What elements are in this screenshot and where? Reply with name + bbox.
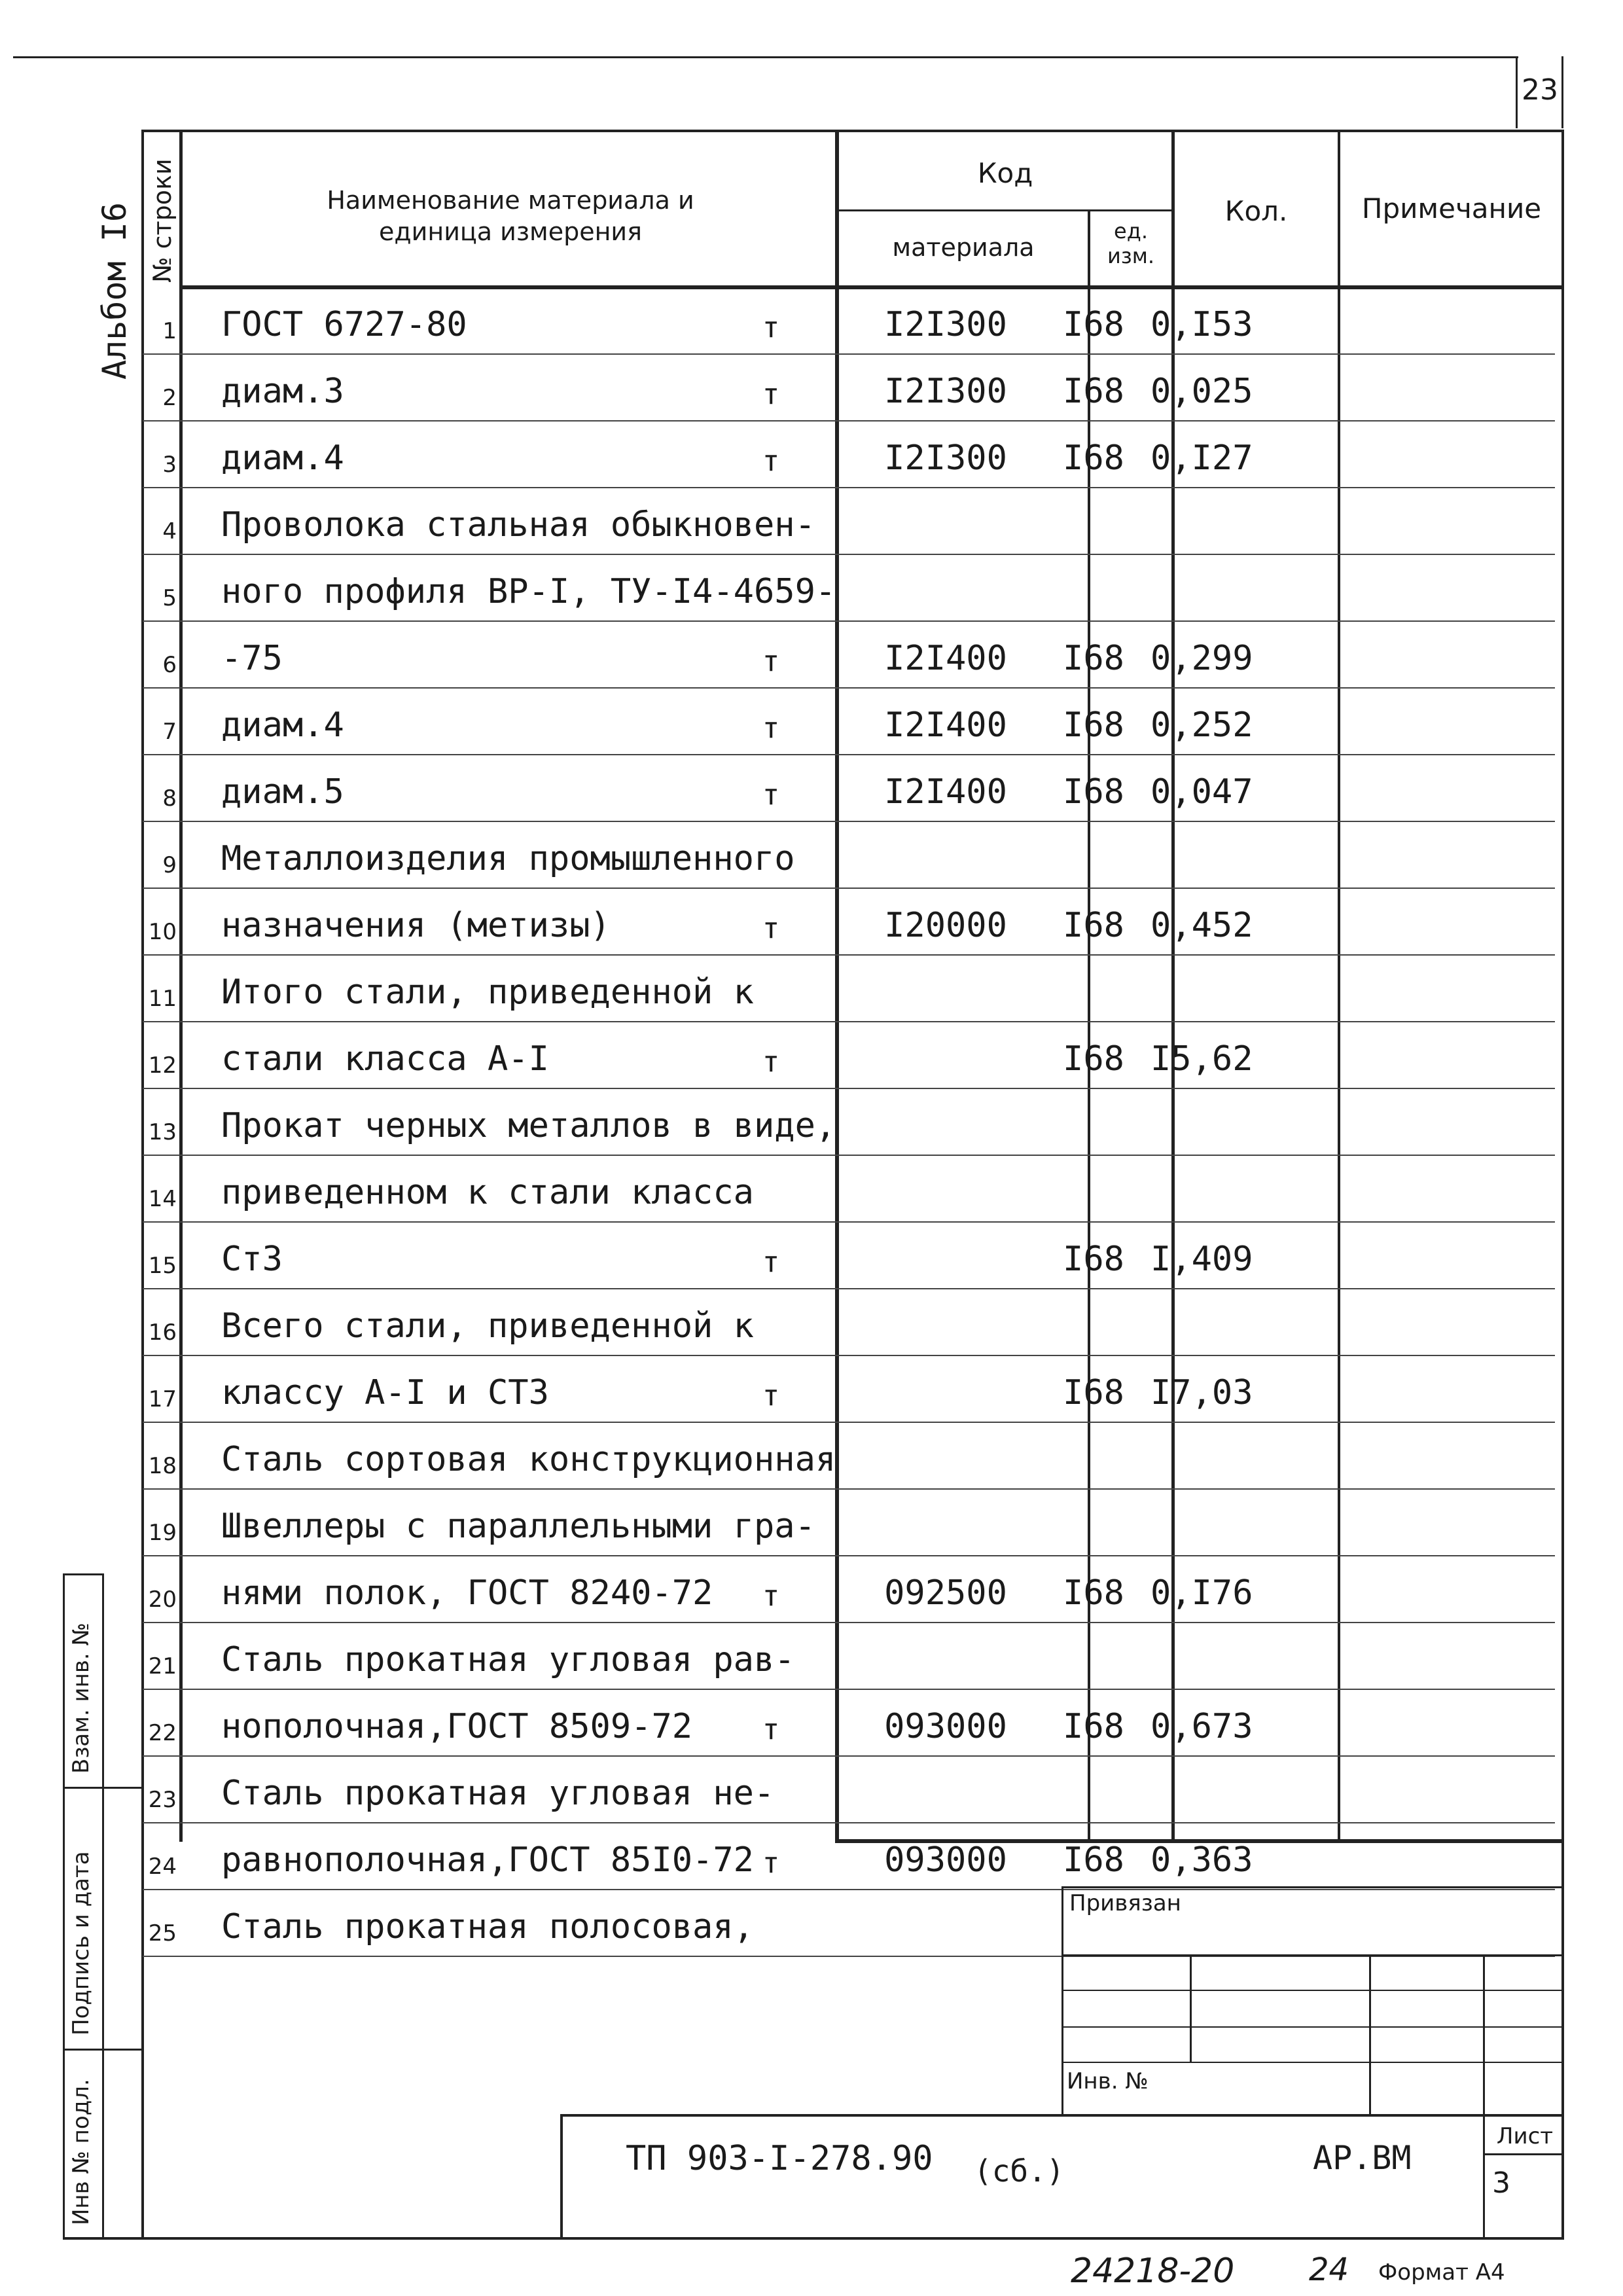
row-number: 1 xyxy=(162,318,177,344)
material-name: равнополочная,ГОСТ 85I0-72 xyxy=(221,1840,754,1880)
material-code: 092500 xyxy=(884,1573,1007,1613)
side-stamp-top xyxy=(63,1573,103,1575)
material-code: I20000 xyxy=(884,906,1007,945)
side-stamp-div2 xyxy=(63,2049,143,2051)
row-number: 14 xyxy=(148,1186,177,1212)
stamp-top xyxy=(1061,1886,1564,1888)
row-number: 25 xyxy=(148,1920,177,1946)
measure-code: I68 xyxy=(1063,639,1124,678)
header-material: материала xyxy=(892,233,1035,262)
header-quantity: Кол. xyxy=(1224,195,1288,227)
album-label: Альбом I6 xyxy=(96,202,134,380)
unit-mark: т xyxy=(762,1713,780,1746)
material-name: диам.4 xyxy=(221,439,344,478)
table-row xyxy=(143,1089,1555,1156)
side-podpis: Подпись и дата xyxy=(68,1851,94,2036)
table-row xyxy=(143,1757,1555,1823)
material-code: I2I300 xyxy=(884,439,1007,478)
material-name: стали класса А-I xyxy=(221,1039,549,1079)
stamp-line1 xyxy=(1061,1954,1564,1956)
measure-code: I68 xyxy=(1063,772,1124,812)
table-row xyxy=(143,822,1555,889)
quantity: 0,I76 xyxy=(1150,1573,1253,1613)
stamp-v1 xyxy=(1190,1954,1192,2062)
measure-code: I68 xyxy=(1063,1840,1124,1880)
frame-bottom xyxy=(63,2237,1564,2240)
header-note: Примечание xyxy=(1361,192,1542,224)
quantity: 0,673 xyxy=(1150,1707,1253,1746)
table-row xyxy=(143,1022,1555,1089)
material-name: Прокат черных металлов в виде, xyxy=(221,1106,836,1145)
row-number: 20 xyxy=(148,1587,177,1613)
header-code: Код xyxy=(977,157,1033,189)
material-name: Сталь прокатная угловая не- xyxy=(221,1774,775,1813)
material-name: диам.4 xyxy=(221,706,344,745)
unit-mark: т xyxy=(762,778,780,812)
side-stamp-left xyxy=(63,1573,65,2240)
title-block-top xyxy=(560,2114,1564,2117)
material-name: Сталь сортовая конструкционная xyxy=(221,1440,836,1479)
table-row xyxy=(143,1623,1555,1690)
quantity: 0,I53 xyxy=(1150,305,1253,344)
unit-mark: т xyxy=(762,711,780,745)
material-code: I2I400 xyxy=(884,706,1007,745)
table-row xyxy=(143,889,1555,956)
measure-code: I68 xyxy=(1063,1373,1124,1412)
table-row xyxy=(143,488,1555,555)
table-row xyxy=(143,1289,1555,1356)
row-number: 12 xyxy=(148,1052,177,1079)
doc-mark: АР.ВМ xyxy=(1313,2139,1412,2177)
table-row xyxy=(143,1223,1555,1289)
header-unit-line2: изм. xyxy=(1107,243,1155,268)
table-row xyxy=(143,1690,1555,1757)
quantity: 0,252 xyxy=(1150,706,1253,745)
row-number: 3 xyxy=(162,452,177,478)
header-name-line2: единица измерения xyxy=(379,217,642,246)
material-name: Проволока стальная обыкновен- xyxy=(221,505,815,545)
quantity: 0,047 xyxy=(1150,772,1253,812)
side-stamp-mid xyxy=(102,1573,104,2240)
table-row xyxy=(143,1356,1555,1423)
header-row-no: № строки xyxy=(148,158,177,283)
material-name: назначения (метизы) xyxy=(221,906,611,945)
side-inv-podl: Инв № подл. xyxy=(68,2079,94,2225)
row-number: 15 xyxy=(148,1253,177,1279)
unit-mark: т xyxy=(762,378,780,411)
measure-code: I68 xyxy=(1063,906,1124,945)
row-number: 21 xyxy=(148,1653,177,1679)
measure-code: I68 xyxy=(1063,1707,1124,1746)
material-name: приведенном к стали класса xyxy=(221,1173,754,1212)
sheet-corner-number: 23 xyxy=(1522,73,1558,107)
row-number: 17 xyxy=(148,1386,177,1412)
quantity: 0,452 xyxy=(1150,906,1253,945)
quantity: I5,62 xyxy=(1150,1039,1253,1079)
unit-mark: т xyxy=(762,1045,780,1079)
material-name: классу А-I и СТ3 xyxy=(221,1373,549,1412)
side-stamp-div1 xyxy=(63,1787,143,1789)
unit-mark: т xyxy=(762,1846,780,1880)
header-unit-line1: ед. xyxy=(1114,219,1148,243)
table-row xyxy=(143,1890,1555,1957)
material-name: диам.3 xyxy=(221,372,344,411)
row-number: 9 xyxy=(162,852,177,878)
title-block-left xyxy=(560,2114,563,2240)
header-name-line1: Наименование материала и xyxy=(327,186,694,215)
stamp-line3 xyxy=(1061,2026,1564,2028)
quantity: 0,363 xyxy=(1150,1840,1253,1880)
measure-code: I68 xyxy=(1063,1240,1124,1279)
row-number: 23 xyxy=(148,1787,177,1813)
material-name: Сталь прокатная угловая рав- xyxy=(221,1640,795,1679)
material-code: I2I300 xyxy=(884,305,1007,344)
material-name: -75 xyxy=(221,639,283,678)
table-row xyxy=(143,555,1555,622)
measure-code: I68 xyxy=(1063,305,1124,344)
stamp-inv-no: Инв. № xyxy=(1067,2068,1149,2094)
row-number: 5 xyxy=(162,585,177,611)
table-row xyxy=(143,1823,1555,1890)
unit-mark: т xyxy=(762,1246,780,1279)
material-code: 093000 xyxy=(884,1840,1007,1880)
row-number: 4 xyxy=(162,518,177,545)
stamp-left xyxy=(1061,1886,1063,2117)
table-row xyxy=(143,755,1555,822)
material-code: 093000 xyxy=(884,1707,1007,1746)
stamp-v3 xyxy=(1483,1954,1485,2240)
material-name: нополочная,ГОСТ 8509-72 xyxy=(221,1707,693,1746)
materials-table xyxy=(143,288,1555,1957)
table-row xyxy=(143,1156,1555,1223)
row-number: 13 xyxy=(148,1119,177,1145)
material-name: Металлоизделия промышленного xyxy=(221,839,795,878)
row-number: 16 xyxy=(148,1319,177,1346)
measure-code: I68 xyxy=(1063,439,1124,478)
measure-code: I68 xyxy=(1063,1039,1124,1079)
stamp-privyazan: Привязан xyxy=(1069,1890,1181,1916)
table-row xyxy=(143,956,1555,1022)
row-number: 8 xyxy=(162,785,177,812)
stamp-line2 xyxy=(1061,1990,1564,1991)
table-row xyxy=(143,622,1555,689)
unit-mark: т xyxy=(762,1379,780,1412)
quantity: 0,299 xyxy=(1150,639,1253,678)
material-name: Ст3 xyxy=(221,1240,283,1279)
material-name: Швеллеры с параллельными гра- xyxy=(221,1507,815,1546)
row-number: 6 xyxy=(162,652,177,678)
doc-sb: (сб.) xyxy=(974,2153,1065,2189)
material-code: I2I300 xyxy=(884,372,1007,411)
quantity: I,409 xyxy=(1150,1240,1253,1279)
material-name: Итого стали, приведенной к xyxy=(221,973,754,1012)
unit-mark: т xyxy=(762,645,780,678)
unit-mark: т xyxy=(762,1579,780,1613)
unit-mark: т xyxy=(762,444,780,478)
table-row xyxy=(143,355,1555,422)
table-row xyxy=(143,422,1555,488)
material-name: нями полок, ГОСТ 8240-72 xyxy=(221,1573,713,1613)
list-label: Лист xyxy=(1496,2123,1554,2149)
row-number: 22 xyxy=(148,1720,177,1746)
table-row xyxy=(143,689,1555,755)
doc-code: ТП 903-I-278.90 xyxy=(626,2139,933,2178)
table-row xyxy=(143,1490,1555,1556)
material-name: ного профиля ВР-I, ТУ-I4-4659- xyxy=(221,572,836,611)
row-number: 7 xyxy=(162,719,177,745)
list-number: 3 xyxy=(1492,2166,1510,2200)
stamp-line4 xyxy=(1061,2062,1564,2063)
row-number: 10 xyxy=(148,919,177,945)
code-sub-line xyxy=(839,209,1171,211)
table-row xyxy=(143,288,1555,355)
row-number: 18 xyxy=(148,1453,177,1479)
table-row xyxy=(143,1556,1555,1623)
table-row xyxy=(143,1423,1555,1490)
measure-code: I68 xyxy=(1063,706,1124,745)
quantity: 0,I27 xyxy=(1150,439,1253,478)
handwritten-number: 24218-20 xyxy=(1071,2251,1235,2291)
row-number: 11 xyxy=(148,986,177,1012)
material-name: диам.5 xyxy=(221,772,344,812)
handwritten-page: 24 xyxy=(1309,2251,1349,2288)
quantity: 0,025 xyxy=(1150,372,1253,411)
side-vzam: Взам. инв. № xyxy=(68,1623,94,1774)
unit-mark: т xyxy=(762,311,780,344)
measure-code: I68 xyxy=(1063,372,1124,411)
frame-right xyxy=(1561,130,1564,2240)
material-name: ГОСТ 6727-80 xyxy=(221,305,467,344)
row-number: 2 xyxy=(162,385,177,411)
material-code: I2I400 xyxy=(884,772,1007,812)
unit-mark: т xyxy=(762,912,780,945)
top-rule xyxy=(13,56,1518,58)
material-code: I2I400 xyxy=(884,639,1007,678)
material-name: Сталь прокатная полосовая, xyxy=(221,1907,754,1946)
measure-code: I68 xyxy=(1063,1573,1124,1613)
quantity: I7,03 xyxy=(1150,1373,1253,1412)
material-name: Всего стали, приведенной к xyxy=(221,1306,754,1346)
frame-top xyxy=(141,130,1564,132)
row-number: 19 xyxy=(148,1520,177,1546)
row-number: 24 xyxy=(148,1854,177,1880)
list-divider xyxy=(1483,2153,1564,2155)
format-label: Формат А4 xyxy=(1378,2259,1505,2286)
stamp-v2 xyxy=(1369,1954,1371,2117)
